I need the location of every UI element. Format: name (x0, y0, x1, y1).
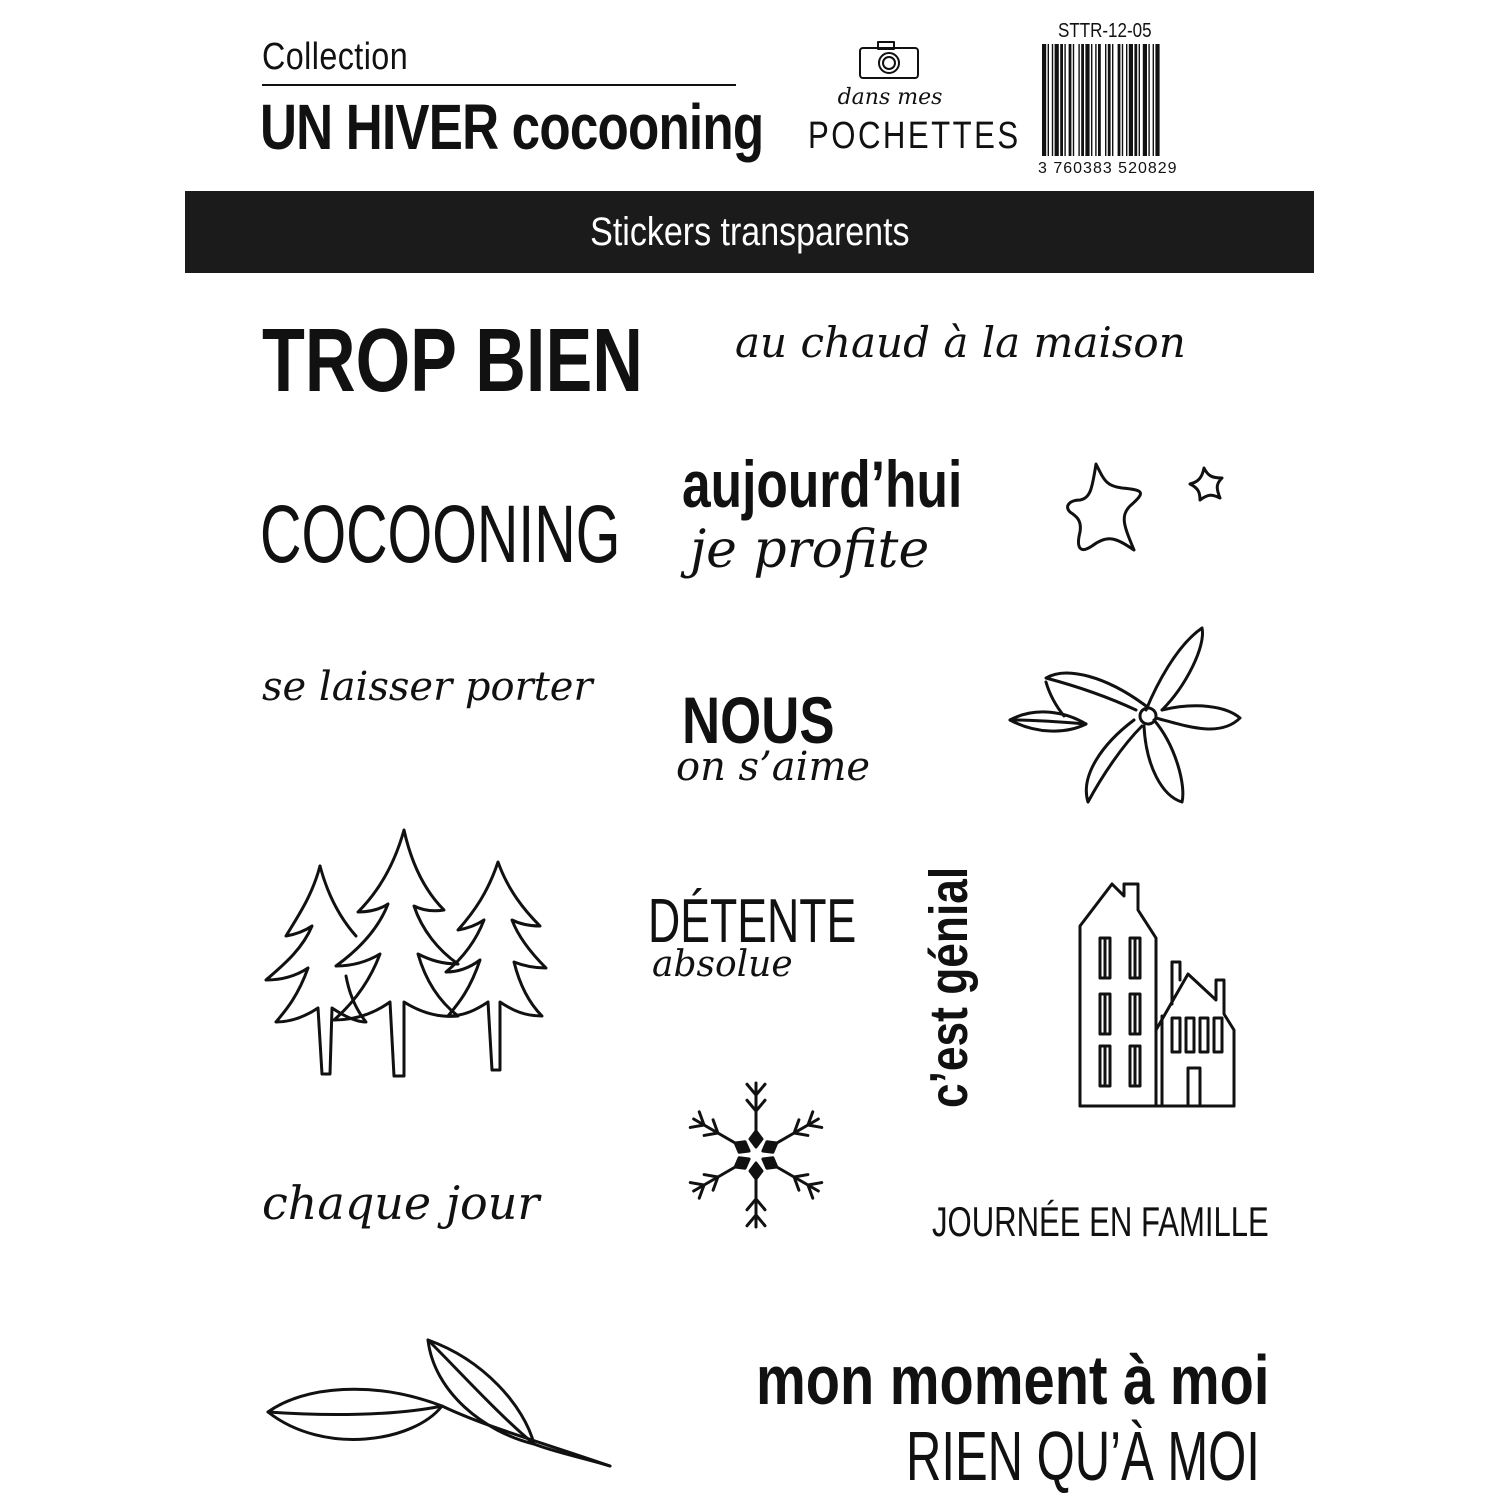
brand-name-bottom: POCHETTES (808, 115, 1021, 157)
snowflake-arm (690, 1112, 749, 1152)
barcode-bar (1095, 44, 1096, 156)
collection-label: Collection (262, 36, 409, 78)
camera-icon (858, 40, 920, 80)
sticker-trop-bien: TROP BIEN (262, 311, 643, 411)
barcode-bar (1108, 44, 1111, 156)
brand-name-top: dans mes (837, 85, 943, 110)
sticker-je-profite: je profite (690, 520, 930, 580)
product-code: STTR-12-05 (1058, 20, 1152, 42)
sticker-nous: NOUS (682, 683, 835, 757)
sticker-detente: DÉTENTE (648, 887, 857, 956)
barcode-bar (1112, 44, 1113, 156)
sticker-aujourdhui: aujourd’hui (682, 447, 963, 521)
barcode-bar (1069, 44, 1072, 156)
barcode-bar (1042, 44, 1046, 156)
flower-icon (1006, 626, 1246, 806)
banner-title: Stickers transparents (589, 210, 910, 254)
barcode-bar (1098, 44, 1101, 156)
sticker-mon-moment: mon moment à moi (756, 1341, 1270, 1419)
snowflake-arm (747, 1083, 765, 1147)
barcode-bar (1064, 44, 1065, 156)
barcode-bar (1148, 44, 1149, 156)
sticker-rien-qua-moi: RIEN QU’À MOI (906, 1417, 1260, 1495)
barcode-bar (1143, 44, 1147, 156)
sticker-on-saime: on s’aime (676, 744, 871, 790)
sticker-au-chaud: au chaud à la maison (735, 318, 1186, 367)
pine-trees-icon (262, 826, 552, 1082)
barcode-bar (1129, 44, 1133, 156)
barcode-bar (1155, 44, 1159, 156)
barcode-bar (1091, 44, 1092, 156)
star-icon (1066, 450, 1236, 560)
barcode-bar (1118, 44, 1121, 156)
sticker-se-laisser-porter: se laisser porter (262, 664, 593, 710)
sticker-cocooning: COCOONING (260, 489, 621, 580)
barcode-bar (1085, 44, 1089, 156)
barcode-bar (1055, 44, 1059, 156)
barcode-bar (1153, 44, 1154, 156)
brand-logo (790, 40, 1021, 160)
barcode (1040, 44, 1230, 160)
barcode-bar (1081, 44, 1084, 156)
snowflake-arm (763, 1112, 822, 1152)
sticker-journee-en-famille: JOURNÉE EN FAMILLE (932, 1198, 1269, 1245)
barcode-bar (1122, 44, 1123, 156)
sticker-cest-genial: c’est génial (919, 866, 979, 1108)
collection-name: UN HIVER cocooning (260, 91, 764, 163)
header-divider (262, 84, 736, 86)
sticker-chaque-jour: chaque jour (262, 1176, 540, 1230)
barcode-bar (1048, 44, 1049, 156)
barcode-number: 3 760383 520829 (1038, 160, 1178, 177)
sticker-absolue: absolue (652, 944, 793, 985)
barcode-bar (1134, 44, 1137, 156)
leaves-icon (264, 1336, 614, 1476)
barcode-bar (1060, 44, 1063, 156)
houses-icon (1076, 880, 1238, 1110)
snowflake-arm (763, 1158, 822, 1198)
snowflake-icon (666, 1080, 846, 1230)
snowflake-arm (690, 1158, 749, 1198)
barcode-bar (1139, 44, 1140, 156)
barcode-bar (1105, 44, 1106, 156)
snowflake-arm (747, 1163, 765, 1227)
barcode-bar (1073, 44, 1074, 156)
barcode-bar (1126, 44, 1127, 156)
barcode-bar (1052, 44, 1053, 156)
barcode-bar (1078, 44, 1079, 156)
